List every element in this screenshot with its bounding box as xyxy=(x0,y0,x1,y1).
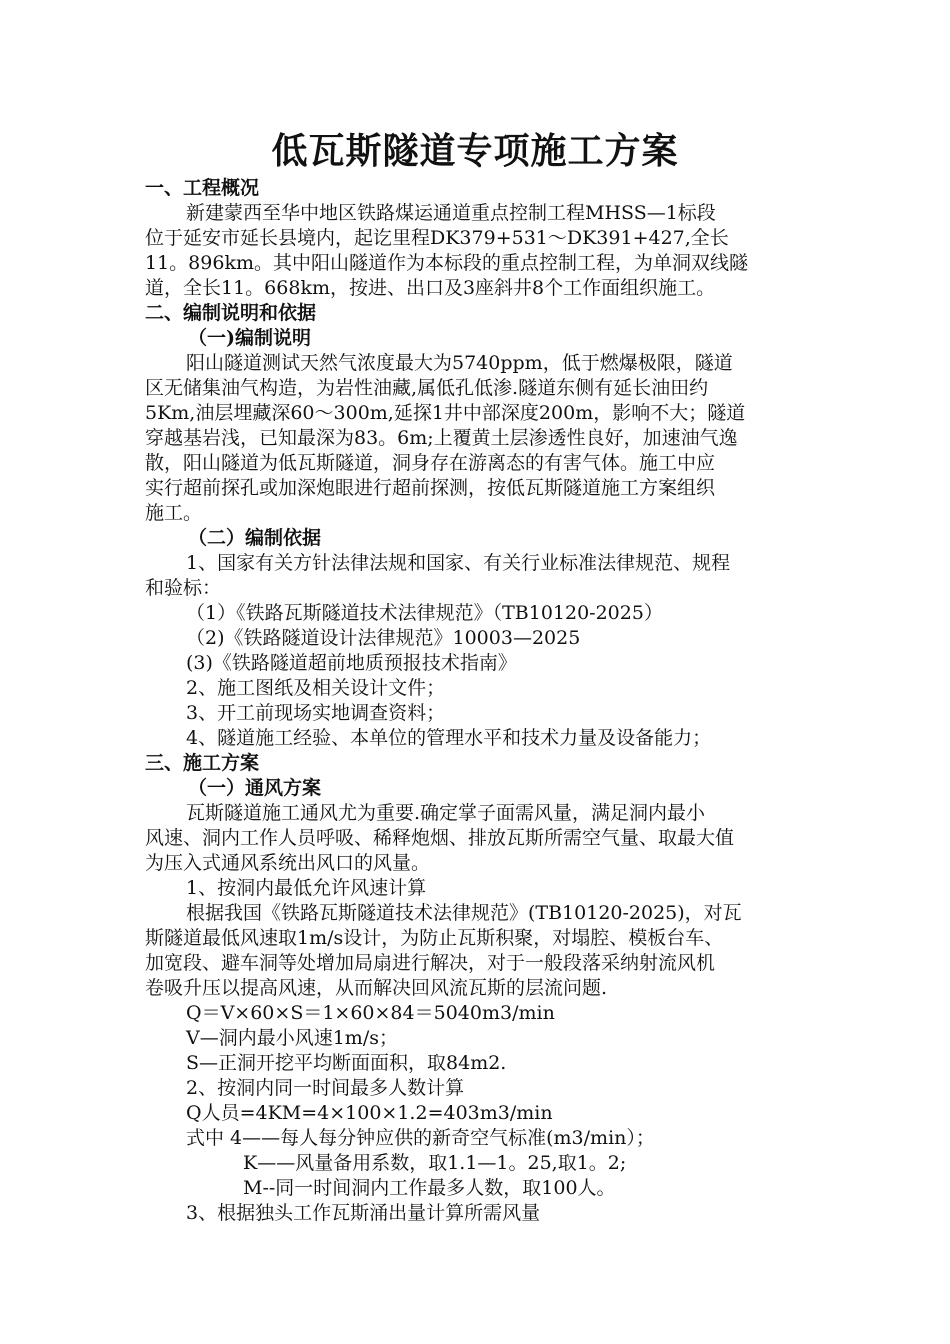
reference-item: （1）《铁路瓦斯隧道技术法律规范》（TB10120-2025） xyxy=(186,602,663,624)
heading-2: 二、编制说明和依据 xyxy=(145,302,317,324)
paragraph-line: 和验标： xyxy=(145,577,222,599)
heading-3: 三、施工方案 xyxy=(145,752,260,774)
reference-item: （2)《铁路隧道设计法律规范》10003—2025 xyxy=(186,627,581,649)
formula-definition: K——风量备用系数，取1.1—1。25,取1。2; xyxy=(243,1152,627,1174)
subheading-2-1: （一)编制说明 xyxy=(188,327,311,349)
paragraph-line: 道，全长11。668km，按进、出口及3座斜井8个工作面组织施工。 xyxy=(145,277,716,299)
formula-line: Q＝V×60×S＝1×60×84＝5040m3/min xyxy=(186,1002,555,1024)
heading-1: 一、工程概况 xyxy=(145,177,260,199)
paragraph-line: 5Km,油层埋藏深60～300m,延探1井中部深度200m，影响不大；隧道 xyxy=(145,402,746,424)
formula-line: Q人员=4KM=4×100×1.2=403m3/min xyxy=(186,1102,553,1124)
paragraph-line: 11。896km。其中阳山隧道作为本标段的重点控制工程，为单洞双线隧 xyxy=(145,252,748,274)
list-item: 4、隧道施工经验、本单位的管理水平和技术力量及设备能力； xyxy=(186,727,712,749)
paragraph-line: 阳山隧道测试天然气浓度最大为5740ppm，低于燃爆极限，隧道 xyxy=(186,352,733,374)
paragraph-line: 卷吸升压以提高风速，从而解决回风流瓦斯的层流问题. xyxy=(145,977,608,999)
formula-definition: S—正洞开挖平均断面面积，取84m2. xyxy=(186,1052,507,1074)
formula-definition: 式中 4——每人每分钟应供的新奇空气标准(m3/min）； xyxy=(186,1127,655,1149)
formula-definition: V—洞内最小风速1m/s； xyxy=(186,1027,398,1049)
list-item: 3、根据独头工作瓦斯涌出量计算所需风量 xyxy=(186,1202,541,1224)
paragraph-line: 区无储集油气构造，为岩性油藏,属低孔低渗.隧道东侧有延长油田约 xyxy=(145,377,709,399)
paragraph-line: 施工。 xyxy=(145,502,203,524)
subheading-3-1: （一）通风方案 xyxy=(188,777,322,799)
list-item: 2、按洞内同一时间最多人数计算 xyxy=(186,1077,465,1099)
paragraph-line: 根据我国《铁路瓦斯隧道技术法律规范》(TB10120-2025)，对瓦 xyxy=(186,902,742,924)
paragraph-line: 为压入式通风系统出风口的风量。 xyxy=(145,852,431,874)
paragraph-line: 穿越基岩浅，已知最深为83。6m;上覆黄土层渗透性良好，加速油气逸 xyxy=(145,427,738,449)
paragraph-line: 斯隧道最低风速取1m/s设计，为防止瓦斯积聚，对塌腔、模板台车、 xyxy=(145,927,724,949)
paragraph-line: 风速、洞内工作人员呼吸、稀释炮烟、排放瓦斯所需空气量、取最大值 xyxy=(145,827,735,849)
paragraph-line: 新建蒙西至华中地区铁路煤运通道重点控制工程MHSS—1标段 xyxy=(186,202,716,224)
list-item: 1、国家有关方针法律法规和国家、有关行业标准法律规范、规程 xyxy=(186,552,731,574)
formula-definition: M--同一时间洞内工作最多人数，取100人。 xyxy=(243,1177,616,1199)
paragraph-line: 散，阳山隧道为低瓦斯隧道，洞身存在游离态的有害气体。施工中应 xyxy=(145,452,716,474)
subheading-2-2: （二）编制依据 xyxy=(188,527,322,549)
list-item: 1、按洞内最低允许风速计算 xyxy=(186,877,427,899)
page-title: 低瓦斯隧道专项施工方案 xyxy=(271,130,679,172)
paragraph-line: 瓦斯隧道施工通风尤为重要.确定掌子面需风量，满足洞内最小 xyxy=(186,802,706,824)
paragraph-line: 位于延安市延长县境内，起讫里程DK379+531～DK391+427,全长 xyxy=(145,227,729,249)
paragraph-line: 实行超前探孔或加深炮眼进行超前探测，按低瓦斯隧道施工方案组织 xyxy=(145,477,716,499)
reference-item: (3)《铁路隧道超前地质预报技术指南》 xyxy=(186,652,517,674)
paragraph-line: 加宽段、避车洞等处增加局扇进行解决，对于一般段落采纳射流风机 xyxy=(145,952,716,974)
list-item: 3、开工前现场实地调查资料； xyxy=(186,702,446,724)
list-item: 2、施工图纸及相关设计文件； xyxy=(186,677,446,699)
